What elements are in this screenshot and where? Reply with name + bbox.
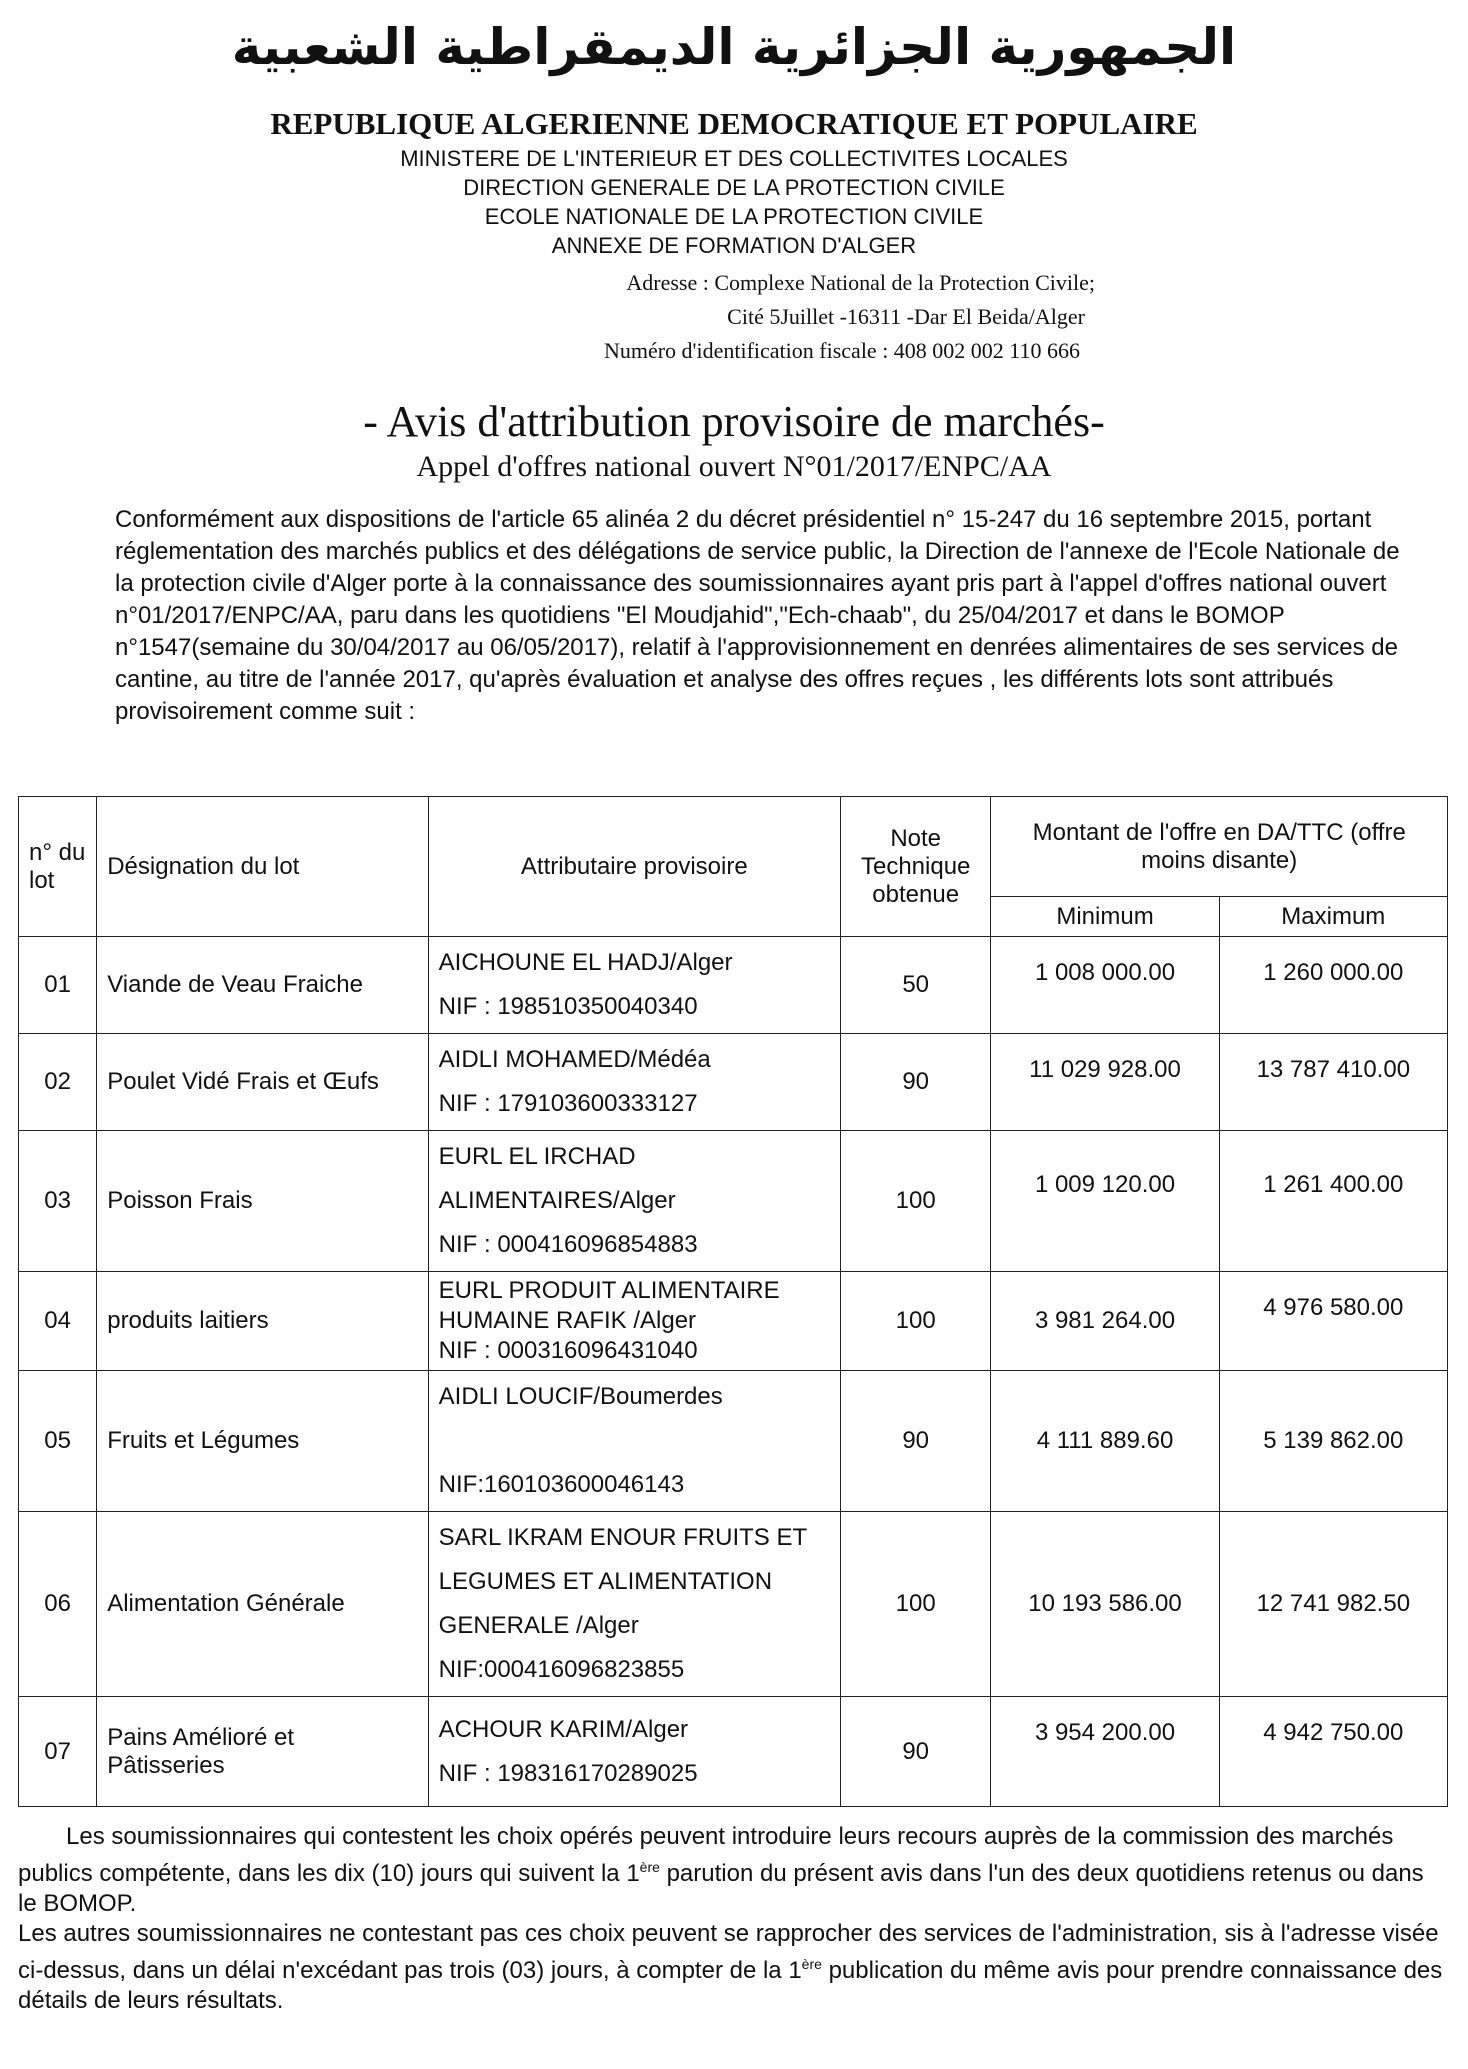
attributaire-nif: NIF : 000416096854883 [438,1231,698,1258]
fiscal-id-line: Numéro d'identification fiscale : 408 002 002 110 666 [603,338,1080,363]
lot-minimum: 4 111 889.60 [991,1371,1219,1512]
recourse-paragraph [18,1822,1448,1919]
table-row [19,1371,1448,1512]
lot-designation: Pains Amélioré et Pâtisseries [97,1697,428,1807]
attributaire-line: AIDLI MOHAMED/Médéa [438,1046,711,1073]
attributaire-nif: NIF:160103600046143 [438,1471,685,1498]
school-line: ECOLE NATIONALE DE LA PROTECTION CIVILE [484,204,984,229]
lot-note: 90 [840,1034,990,1131]
lot-designation: Poulet Vidé Frais et Œufs [97,1034,428,1131]
table-row [19,1697,1448,1807]
table-row [19,937,1448,1034]
lot-note: 90 [840,1697,990,1807]
lot-maximum: 13 787 410.00 [1219,1034,1447,1131]
other-bidders-text-end: publication du même avis pour prendre connaissance des détails de leurs résultats. [18,1957,1443,2014]
intro-paragraph: Conformément aux dispositions de l'article 65 alinéa 2 du décret présidentiel n° 15-247 du 16 septembre 2015, portant réglementation des marchés publics et des délégations de service public, la Direction de l'annexe de l'Ecole Nationale de la protection civile d'Alger porte à la connaissance des soumissionnaires ayant pris part à l'appel d'offres national ouvert n°01/2017/ENPC/AA, paru dans les quotidiens "El Moudjahid","Ech-chaab", du 25/04/2017 et dans le BOMOP n°1547(semaine du 30/04/2017 au 06/05/2017), relatif à l'approvisionnement en denrées alimentaires de ses services de cantine, au titre de l'année 2017, qu'après évaluation et analyse des offres reçues , les différents lots sont attribués provisoirement comme suit : [115,506,1400,725]
table-row [19,1272,1448,1371]
address-line-1: Adresse : Complexe National de la Protection Civile; [626,270,1095,295]
footer-notes [18,1822,1448,2016]
lot-designation: Poisson Frais [97,1131,428,1272]
header-lot-number: n° du lot [19,797,97,937]
lot-attributaire [428,1272,840,1371]
lot-minimum: 1 009 120.00 [991,1131,1219,1272]
attributaire-nif: NIF:000416096823855 [438,1656,685,1683]
lot-attributaire [428,937,840,1034]
address-line-2: Cité 5Juillet -16311 -Dar El Beida/Alger [727,304,1085,329]
table-row [19,1512,1448,1697]
superscript-ere: ère [801,1956,822,1972]
attributaire-nif: NIF : 198316170289025 [438,1759,698,1787]
attributaire-line: EURL PRODUIT ALIMENTAIRE [438,1277,780,1304]
attributaire-line: AIDLI LOUCIF/Boumerdes [438,1383,723,1410]
lot-number: 07 [19,1697,97,1807]
lot-number: 06 [19,1512,97,1697]
superscript-ere: ère [639,1859,660,1875]
lot-maximum: 4 942 750.00 [1219,1697,1447,1807]
header-designation: Désignation du lot [97,797,428,937]
lot-designation: Fruits et Légumes [97,1371,428,1512]
attributaire-line: GENERALE /Alger [438,1612,639,1639]
other-bidders-paragraph [18,1919,1448,2016]
lot-minimum: 10 193 586.00 [991,1512,1219,1697]
direction-line: DIRECTION GENERALE DE LA PROTECTION CIVILE [463,175,1005,200]
other-bidders-text-start: Les autres soumissionnaires ne contestant pas ces choix peuvent se rapprocher des services de l'administration, sis à l'adresse visée ci-dessus, dans un délai n'excédant pas trois (03) jours, à compter de la 1 [18,1920,1439,1984]
lot-maximum: 5 139 862.00 [1219,1371,1447,1512]
lot-note: 90 [840,1371,990,1512]
attribution-table [18,796,1448,1807]
attributaire-line [439,1419,830,1463]
lot-minimum: 1 008 000.00 [991,937,1219,1034]
table-row [19,1131,1448,1272]
lot-attributaire [428,1034,840,1131]
header-attributaire: Attributaire provisoire [428,797,840,937]
arabic-republic-title: الجمهورية الجزائرية الديمقراطية الشعبية [231,18,1237,76]
recourse-text-start: Les soumissionnaires qui contestent les choix opérés peuvent introduire leurs recours auprès de la commission des marchés publics compétente, dans les dix (10) jours qui suivent la 1 [18,1823,1394,1887]
lot-number: 05 [19,1371,97,1512]
lot-number: 02 [19,1034,97,1131]
lot-designation: Alimentation Générale [97,1512,428,1697]
attributaire-nif: NIF : 198510350040340 [438,993,698,1020]
attributaire-line: AICHOUNE EL HADJ/Alger [438,949,733,976]
lot-note: 100 [840,1512,990,1697]
notice-subtitle: Appel d'offres national ouvert N°01/2017/ENPC/AA [416,450,1052,483]
attributaire-line: ALIMENTAIRES/Alger [438,1187,676,1214]
notice-title: - Avis d'attribution provisoire de marchés- [363,397,1105,446]
republic-title: REPUBLIQUE ALGERIENNE DEMOCRATIQUE ET POPULAIRE [270,106,1198,141]
lot-note: 50 [840,937,990,1034]
lot-number: 04 [19,1272,97,1371]
lot-attributaire [428,1512,840,1697]
header-montant: Montant de l'offre en DA/TTC (offre moins disante) [991,797,1448,897]
recourse-text-end: parution du présent avis dans l'un des deux quotidiens retenus ou dans le BOMOP. [18,1860,1424,1917]
header-note: Note Technique obtenue [840,797,990,937]
attributaire-nif: NIF : 000316096431040 [438,1337,698,1364]
lot-designation: produits laitiers [97,1272,428,1371]
lot-minimum: 3 954 200.00 [991,1697,1219,1807]
lot-note: 100 [840,1272,990,1371]
attributaire-line: SARL IKRAM ENOUR FRUITS ET [438,1524,808,1551]
table-row [19,1034,1448,1131]
attributaire-line: EURL EL IRCHAD [438,1143,636,1170]
attributaire-line: ACHOUR KARIM/Alger [438,1715,689,1743]
lot-designation: Viande de Veau Fraiche [97,937,428,1034]
lot-minimum: 11 029 928.00 [991,1034,1219,1131]
ministry-line: MINISTERE DE L'INTERIEUR ET DES COLLECTIVITES LOCALES [400,146,1068,171]
annex-line: ANNEXE DE FORMATION D'ALGER [551,233,917,258]
lot-number: 01 [19,937,97,1034]
lot-maximum: 1 261 400.00 [1219,1131,1447,1272]
attributaire-nif: NIF : 179103600333127 [438,1090,698,1117]
header-maximum: Maximum [1219,897,1447,937]
lot-maximum: 12 741 982.50 [1219,1512,1447,1697]
lot-number: 03 [19,1131,97,1272]
lot-attributaire [428,1697,840,1807]
lot-attributaire [428,1371,840,1512]
lot-note: 100 [840,1131,990,1272]
attributaire-line: HUMAINE RAFIK /Alger [438,1307,697,1334]
lot-maximum: 4 976 580.00 [1219,1272,1447,1371]
attributaire-line: LEGUMES ET ALIMENTATION [438,1568,773,1595]
header-minimum: Minimum [991,897,1219,937]
lot-minimum: 3 981 264.00 [991,1272,1219,1371]
lot-attributaire [428,1131,840,1272]
lot-maximum: 1 260 000.00 [1219,937,1447,1034]
